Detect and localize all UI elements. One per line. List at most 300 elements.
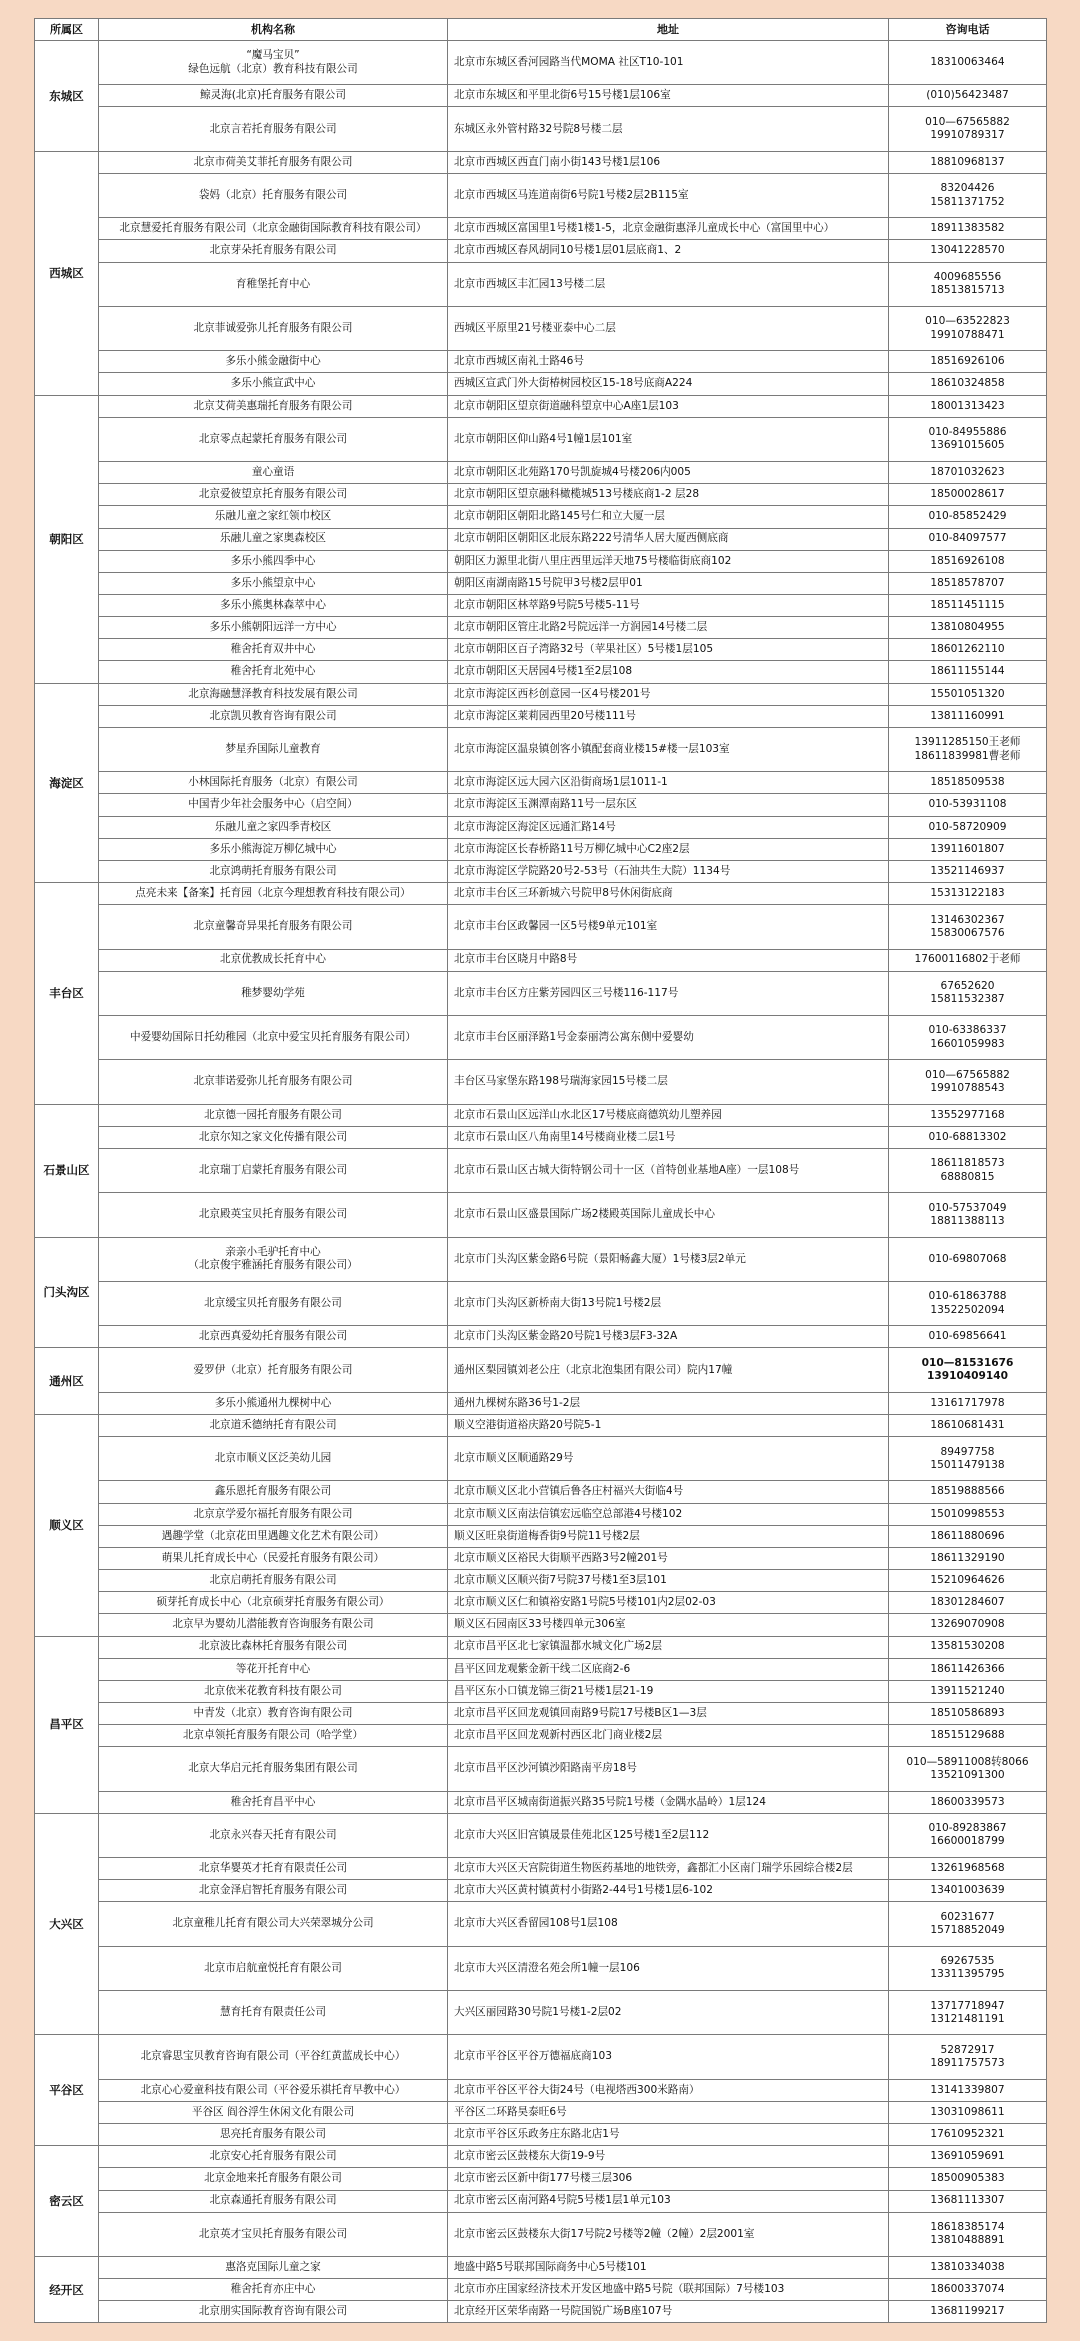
name-line: 稚舍托育亦庄中心 (230, 2283, 316, 2296)
phone-line: 15811532387 (930, 993, 1005, 1006)
name-line: 北京森通托育服务有限公司 (209, 2194, 337, 2207)
table-row (35, 1702, 1047, 1724)
address-cell (448, 1503, 889, 1525)
district-cell: 密云区 (35, 2146, 99, 2257)
name-line: 多乐小熊四季中心 (230, 554, 316, 567)
address-line: 北京经开区荣华南路一号院国锐广场B座107号 (454, 2305, 673, 2318)
address-cell (448, 639, 889, 661)
district-cell: 朝阳区 (35, 395, 99, 683)
address-line: 北京市海淀区远大园六区沿街商场1层1011-1 (454, 776, 668, 789)
address-cell (448, 1525, 889, 1547)
address-line: 北京市朝阳区百子湾路32号（苹果社区）5号楼1层105 (454, 643, 714, 656)
table-row (35, 218, 1047, 240)
name-cell (99, 1016, 448, 1060)
name-line: 北京市启航童悦托育有限公司 (204, 1961, 342, 1974)
phone-cell (889, 462, 1047, 484)
address-line: 北京市朝阳区仰山路4号1幢1层101室 (454, 432, 633, 445)
phone-cell (889, 218, 1047, 240)
header-address: 地址 (448, 19, 889, 41)
address-cell (448, 2146, 889, 2168)
table-row (35, 1791, 1047, 1813)
address-line: 北京市石景山区古城大街特钢公司十一区（首特创业基地A座）一层108号 (454, 1164, 800, 1177)
name-line: 北京睿思宝贝教育咨询有限公司（平谷红黄蓝成长中心） (140, 2050, 406, 2063)
table-row (35, 1193, 1047, 1237)
name-line: 北京金地来托育服务有限公司 (204, 2172, 342, 2185)
name-cell (99, 727, 448, 771)
address-line: 北京市门头沟区新桥南大街13号院1号楼2层 (454, 1297, 662, 1310)
phone-line: 18611155144 (930, 665, 1005, 678)
phone-line: 13581530208 (930, 1640, 1005, 1653)
phone-line: 15811371752 (930, 195, 1005, 208)
phone-line: 15313122183 (930, 887, 1005, 899)
name-line: 北京童稚儿托育有限公司大兴荣翠城分公司 (172, 1917, 374, 1930)
name-line: 遇趣学堂（北京花田里遇趣文化艺术有限公司） (161, 1529, 385, 1542)
address-line: 北京市密云区南河路4号院5号楼1层1单元103 (454, 2194, 671, 2207)
phone-line: 13521091300 (930, 1768, 1005, 1781)
phone-line: 18500905383 (930, 2172, 1005, 2185)
name-cell (99, 2190, 448, 2212)
address-line: 北京市石景山区远洋山水北区17号楼底商德筑幼儿塑养园 (454, 1108, 722, 1121)
table-row (35, 240, 1047, 262)
name-line: 乐融儿童之家奥森校区 (220, 532, 326, 545)
address-line: 北京市昌平区沙河镇沙阳路南平房18号 (454, 1762, 637, 1775)
address-cell (448, 1858, 889, 1880)
address-line: 北京市西城区丰汇园13号楼二层 (454, 277, 606, 290)
name-line: 思亮托育服务有限公司 (220, 2128, 326, 2140)
phone-cell (889, 550, 1047, 572)
address-cell (448, 1481, 889, 1503)
table-row (35, 2035, 1047, 2079)
phone-line: 15830067576 (930, 926, 1005, 939)
phone-cell (889, 306, 1047, 350)
header-phone: 咨询电话 (889, 19, 1047, 41)
phone-line: 15210964626 (930, 1574, 1005, 1586)
name-cell (99, 883, 448, 905)
address-line: 北京市东城区香河园路当代MOMA 社区T10-101 (454, 56, 684, 69)
phone-cell (889, 2168, 1047, 2190)
phone-line: 010-58720909 (928, 820, 1007, 833)
table-row (35, 462, 1047, 484)
district-cell: 通州区 (35, 1348, 99, 1414)
address-cell (448, 240, 889, 262)
name-cell (99, 1702, 448, 1724)
phone-line: 18518509538 (930, 776, 1005, 789)
name-cell (99, 1636, 448, 1658)
name-line: 中国青少年社会服务中心（启空间） (188, 798, 358, 811)
table-row (35, 1592, 1047, 1614)
name-cell (99, 772, 448, 794)
phone-line: 13269070908 (930, 1618, 1005, 1631)
table-row (35, 1946, 1047, 1990)
table-row (35, 794, 1047, 816)
address-cell (448, 1614, 889, 1636)
address-line: 北京市平谷区平谷万德福底商103 (454, 2050, 612, 2063)
name-line: 北京菲诺爱弥儿托育服务有限公司 (193, 1075, 353, 1088)
address-cell (448, 1946, 889, 1990)
address-cell (448, 1060, 889, 1104)
name-cell (99, 1991, 448, 2035)
phone-cell (889, 1813, 1047, 1857)
name-cell (99, 351, 448, 373)
phone-line: 13552977168 (930, 1108, 1005, 1121)
address-cell (448, 1880, 889, 1902)
address-cell (448, 572, 889, 594)
table-row (35, 1880, 1047, 1902)
address-cell (448, 107, 889, 151)
table-row (35, 506, 1047, 528)
address-line: 北京市昌平区城南街道振兴路35号院1号楼（金隅水晶岭）1层124 (454, 1795, 767, 1808)
name-cell (99, 2101, 448, 2123)
address-cell (448, 262, 889, 306)
address-line: 北京市密云区鼓楼东大街17号院2号楼等2幢（2幢）2层2001室 (454, 2227, 755, 2240)
name-cell (99, 1437, 448, 1481)
address-line: 地盛中路5号联邦国际商务中心5号楼101 (454, 2260, 647, 2273)
table-row (35, 2301, 1047, 2323)
address-line: 北京市大兴区天宫院街道生物医药基地的地铁旁，鑫都汇小区南门瑞学乐园综合楼2层 (454, 1862, 853, 1875)
name-line: 北京菲诚爱弥儿托育服务有限公司 (193, 321, 353, 334)
address-line: 北京市朝阳区林萃路9号院5号楼5-11号 (454, 598, 640, 611)
phone-line: 13717718947 (930, 1999, 1005, 2012)
name-cell (99, 1503, 448, 1525)
address-cell (448, 1326, 889, 1348)
address-cell (448, 173, 889, 217)
address-line: 北京市顺义区顺兴街7号院37号楼1至3层101 (454, 1574, 667, 1586)
phone-line: 19910788543 (930, 1082, 1005, 1094)
name-cell (99, 484, 448, 506)
address-cell (448, 772, 889, 794)
table-row (35, 107, 1047, 151)
phone-cell (889, 1702, 1047, 1724)
address-cell (448, 1148, 889, 1192)
phone-cell (889, 2301, 1047, 2323)
name-line: 北京海融慧泽教育科技发展有限公司 (188, 687, 358, 700)
phone-cell (889, 240, 1047, 262)
name-cell (99, 617, 448, 639)
address-cell (448, 1592, 889, 1614)
phone-line: 18513815713 (930, 284, 1005, 297)
phone-line: 52872917 (940, 2043, 995, 2056)
phone-line: 15011479138 (930, 1458, 1005, 1471)
name-line: 北京启萌托育服务有限公司 (209, 1574, 337, 1586)
name-line: 北京零点起蒙托育服务有限公司 (198, 432, 348, 445)
name-cell (99, 1481, 448, 1503)
address-line: 北京市石景山区八角南里14号楼商业楼二层1号 (454, 1130, 676, 1143)
phone-line: 18516926106 (930, 355, 1005, 368)
phone-line: 13911521240 (930, 1684, 1005, 1697)
phone-line: 18511451115 (930, 598, 1005, 611)
name-line: 鲸灵海(北京)托育服务有限公司 (200, 89, 346, 102)
name-cell (99, 41, 448, 85)
table-row (35, 2190, 1047, 2212)
address-line: 北京市朝阳区望京融科橄榄城513号楼底商1-2 层28 (454, 488, 700, 501)
phone-cell (889, 2035, 1047, 2079)
phone-line: 18301284607 (930, 1596, 1005, 1609)
address-cell (448, 1902, 889, 1946)
address-cell (448, 151, 889, 173)
table-row (35, 572, 1047, 594)
table-row (35, 1747, 1047, 1791)
name-cell (99, 262, 448, 306)
name-line: 北京鸿萌托育服务有限公司 (209, 864, 337, 877)
table-row (35, 1326, 1047, 1348)
address-line: 北京市朝阳区管庄北路2号院远洋一方润园14号楼二层 (454, 621, 708, 634)
table-row (35, 1636, 1047, 1658)
phone-line: 13911601807 (930, 842, 1005, 855)
phone-line: 010—67565882 (925, 1068, 1010, 1081)
phone-cell (889, 860, 1047, 882)
phone-cell (889, 506, 1047, 528)
phone-cell (889, 683, 1047, 705)
header-name: 机构名称 (99, 19, 448, 41)
table-row (35, 1525, 1047, 1547)
phone-cell (889, 351, 1047, 373)
address-line: 北京市丰台区丽泽路1号金泰丽湾公寓东侧中爱婴幼 (454, 1031, 694, 1044)
address-line: 北京市西城区春风胡同10号楼1层01层底商1、2 (454, 244, 682, 257)
name-line: 多乐小熊金融街中心 (225, 355, 321, 368)
address-line: 朝阳区南湖南路15号院甲3号楼2层甲01 (454, 576, 643, 589)
phone-line: 18611426366 (930, 1662, 1005, 1675)
name-cell (99, 2257, 448, 2279)
phone-line: 15501051320 (930, 687, 1005, 700)
phone-line: 010-85852429 (928, 510, 1007, 523)
phone-line: 010-89283867 (928, 1822, 1007, 1835)
name-line: 平谷区 阎谷浮生休闲文化有限公司 (191, 2105, 355, 2118)
name-line: 多乐小熊海淀万柳亿城中心 (209, 842, 337, 855)
phone-cell (889, 1658, 1047, 1680)
name-cell (99, 107, 448, 151)
address-line: 大兴区丽园路30号院1号楼1-2层02 (454, 2006, 622, 2019)
table-row (35, 1680, 1047, 1702)
address-cell (448, 462, 889, 484)
name-line: （北京俊宇雅涵托育服务有限公司） (188, 1259, 358, 1272)
phone-line: 010-69856641 (928, 1330, 1007, 1343)
name-line: 童心童语 (251, 466, 295, 479)
name-cell (99, 1680, 448, 1702)
district-cell: 东城区 (35, 41, 99, 152)
phone-line: 18519888566 (930, 1485, 1005, 1498)
name-cell (99, 151, 448, 173)
table-row (35, 1725, 1047, 1747)
name-line: 乐融儿童之家四季青校区 (214, 820, 332, 833)
address-line: 北京市海淀区温泉镇创客小镇配套商业楼15#楼一层103室 (454, 742, 730, 755)
table-row (35, 949, 1047, 971)
phone-cell (889, 1946, 1047, 1990)
name-line: 稚舍托育昌平中心 (230, 1795, 316, 1808)
table-row (35, 595, 1047, 617)
name-cell (99, 816, 448, 838)
address-line: 昌平区东小口镇龙锦三街21号楼1层21-19 (454, 1684, 654, 1697)
address-cell (448, 1747, 889, 1791)
name-line: 硕芽托育成长中心（北京硕芽托育服务有限公司） (156, 1596, 390, 1609)
phone-cell (889, 971, 1047, 1015)
phone-line: 89497758 (940, 1445, 995, 1458)
address-cell (448, 1791, 889, 1813)
name-cell (99, 2301, 448, 2323)
phone-cell (889, 617, 1047, 639)
name-line: 点亮未来【备案】托育园（北京今理想教育科技有限公司） (135, 887, 411, 899)
table-row (35, 1414, 1047, 1436)
table-row (35, 683, 1047, 705)
address-cell (448, 816, 889, 838)
address-cell (448, 949, 889, 971)
phone-line: 18518578707 (930, 576, 1005, 589)
name-cell (99, 2035, 448, 2079)
name-cell (99, 173, 448, 217)
name-cell (99, 1791, 448, 1813)
address-line: 通州九棵树东路36号1-2层 (454, 1396, 581, 1409)
table-row (35, 661, 1047, 683)
name-line: 北京爱彼望京托育服务有限公司 (198, 488, 348, 501)
address-cell (448, 1725, 889, 1747)
address-cell (448, 2301, 889, 2323)
phone-cell (889, 2257, 1047, 2279)
name-line: 绿色远航（北京）教育科技有限公司 (188, 62, 358, 75)
name-line: 北京朋实国际教育咨询有限公司 (198, 2305, 348, 2318)
district-cell: 顺义区 (35, 1414, 99, 1636)
phone-cell (889, 484, 1047, 506)
table-row (35, 1016, 1047, 1060)
name-cell (99, 1570, 448, 1592)
phone-cell (889, 1060, 1047, 1104)
phone-cell (889, 639, 1047, 661)
phone-line: 010-57537049 (928, 1201, 1007, 1214)
name-line: 北京安心托育服务有限公司 (209, 2150, 337, 2163)
phone-line: 13161717978 (930, 1396, 1005, 1409)
name-cell (99, 905, 448, 949)
phone-line: 19910789317 (930, 129, 1005, 142)
table-row (35, 816, 1047, 838)
address-line: 北京市顺义区南法信镇宏远临空总部港4号楼102 (454, 1507, 683, 1520)
district-cell: 经开区 (35, 2257, 99, 2323)
address-line: 北京市海淀区西杉创意园一区4号楼201号 (454, 687, 651, 700)
address-cell (448, 1016, 889, 1060)
address-cell (448, 395, 889, 417)
name-line: 鑫乐恩托育服务有限公司 (214, 1485, 332, 1498)
address-line: 北京市顺义区裕民大街顺平西路3号2幢201号 (454, 1551, 668, 1564)
phone-cell (889, 705, 1047, 727)
phone-cell (889, 1016, 1047, 1060)
table-row (35, 1503, 1047, 1525)
phone-line: 010—67565882 (925, 115, 1010, 128)
address-line: 北京市密云区鼓楼东大街19-9号 (454, 2150, 606, 2163)
phone-line: 68880815 (940, 1170, 995, 1183)
phone-line: 18811388113 (930, 1214, 1005, 1227)
name-cell (99, 1880, 448, 1902)
phone-line: 18701032623 (930, 466, 1005, 479)
address-cell (448, 1991, 889, 2035)
address-cell (448, 1813, 889, 1857)
name-cell (99, 550, 448, 572)
address-line: 北京市朝阳区北苑路170号凯旋城4号楼206内005 (454, 466, 691, 479)
address-cell (448, 727, 889, 771)
address-line: 北京市海淀区莱莉园西里20号楼111号 (454, 709, 637, 722)
phone-line: 010-68813302 (928, 1130, 1007, 1143)
name-cell (99, 794, 448, 816)
name-cell (99, 1747, 448, 1791)
phone-cell (889, 1680, 1047, 1702)
name-line: 稚舍托育北苑中心 (230, 665, 316, 678)
table-row (35, 417, 1047, 461)
address-line: 北京市大兴区清澄名苑会所1幢一层106 (454, 1961, 640, 1974)
address-cell (448, 617, 889, 639)
address-cell (448, 705, 889, 727)
phone-cell (889, 794, 1047, 816)
district-cell: 昌平区 (35, 1636, 99, 1813)
phone-line: 18611329190 (930, 1551, 1005, 1564)
address-cell (448, 2101, 889, 2123)
table-row (35, 2168, 1047, 2190)
phone-cell (889, 1193, 1047, 1237)
table-row (35, 1991, 1047, 2035)
phone-cell (889, 2146, 1047, 2168)
address-line: 北京市密云区新中街177号楼三层306 (454, 2172, 633, 2185)
table-row (35, 1813, 1047, 1857)
name-cell (99, 1392, 448, 1414)
name-line: 北京华婴英才托育有限责任公司 (198, 1862, 348, 1875)
phone-line: 17600116802于老师 (914, 953, 1021, 966)
phone-line: 15718852049 (930, 1924, 1005, 1937)
address-cell (448, 971, 889, 1015)
name-line: 多乐小熊宣武中心 (230, 377, 316, 390)
table-row (35, 883, 1047, 905)
name-line: 北京凯贝教育咨询有限公司 (209, 709, 337, 722)
address-line: 北京市丰台区晓月中路8号 (454, 953, 578, 966)
phone-cell (889, 1414, 1047, 1436)
phone-cell (889, 2279, 1047, 2301)
address-line: 北京市大兴区旧宫镇晟景佳苑北区125号楼1至2层112 (454, 1828, 710, 1841)
phone-line: 13811160991 (930, 709, 1005, 722)
phone-line: 13910409140 (926, 1370, 1009, 1383)
phone-cell (889, 2079, 1047, 2101)
name-line: 袋妈（北京）托育服务有限公司 (198, 189, 348, 202)
name-line: “魔马宝贝” (246, 49, 300, 62)
name-cell (99, 1658, 448, 1680)
table-header-row (35, 19, 1047, 41)
name-cell (99, 595, 448, 617)
phone-line: 18911757573 (930, 2057, 1005, 2070)
address-cell (448, 1570, 889, 1592)
address-line: 北京市门头沟区紫金路6号院（景阳畅鑫大厦）1号楼3层2单元 (454, 1252, 746, 1265)
name-cell (99, 417, 448, 461)
table-row (35, 1148, 1047, 1192)
name-cell (99, 1281, 448, 1325)
name-cell (99, 1614, 448, 1636)
table-row (35, 395, 1047, 417)
name-cell (99, 1148, 448, 1192)
name-line: 北京京学爱尔福托育服务有限公司 (193, 1507, 353, 1520)
name-cell (99, 2079, 448, 2101)
address-line: 平谷区二环路昊泰旺6号 (454, 2105, 567, 2118)
phone-line: 18610324858 (930, 377, 1005, 390)
phone-cell (889, 1570, 1047, 1592)
address-cell (448, 1636, 889, 1658)
name-cell (99, 1902, 448, 1946)
phone-line: 010-84097577 (928, 532, 1007, 545)
table-row (35, 617, 1047, 639)
phone-cell (889, 1525, 1047, 1547)
address-cell (448, 2279, 889, 2301)
table-row (35, 639, 1047, 661)
table-row (35, 41, 1047, 85)
address-cell (448, 528, 889, 550)
phone-cell (889, 572, 1047, 594)
table-row (35, 2279, 1047, 2301)
table-row (35, 306, 1047, 350)
phone-line: 18600339573 (930, 1795, 1005, 1808)
phone-cell (889, 41, 1047, 85)
table-row (35, 1902, 1047, 1946)
address-cell (448, 905, 889, 949)
